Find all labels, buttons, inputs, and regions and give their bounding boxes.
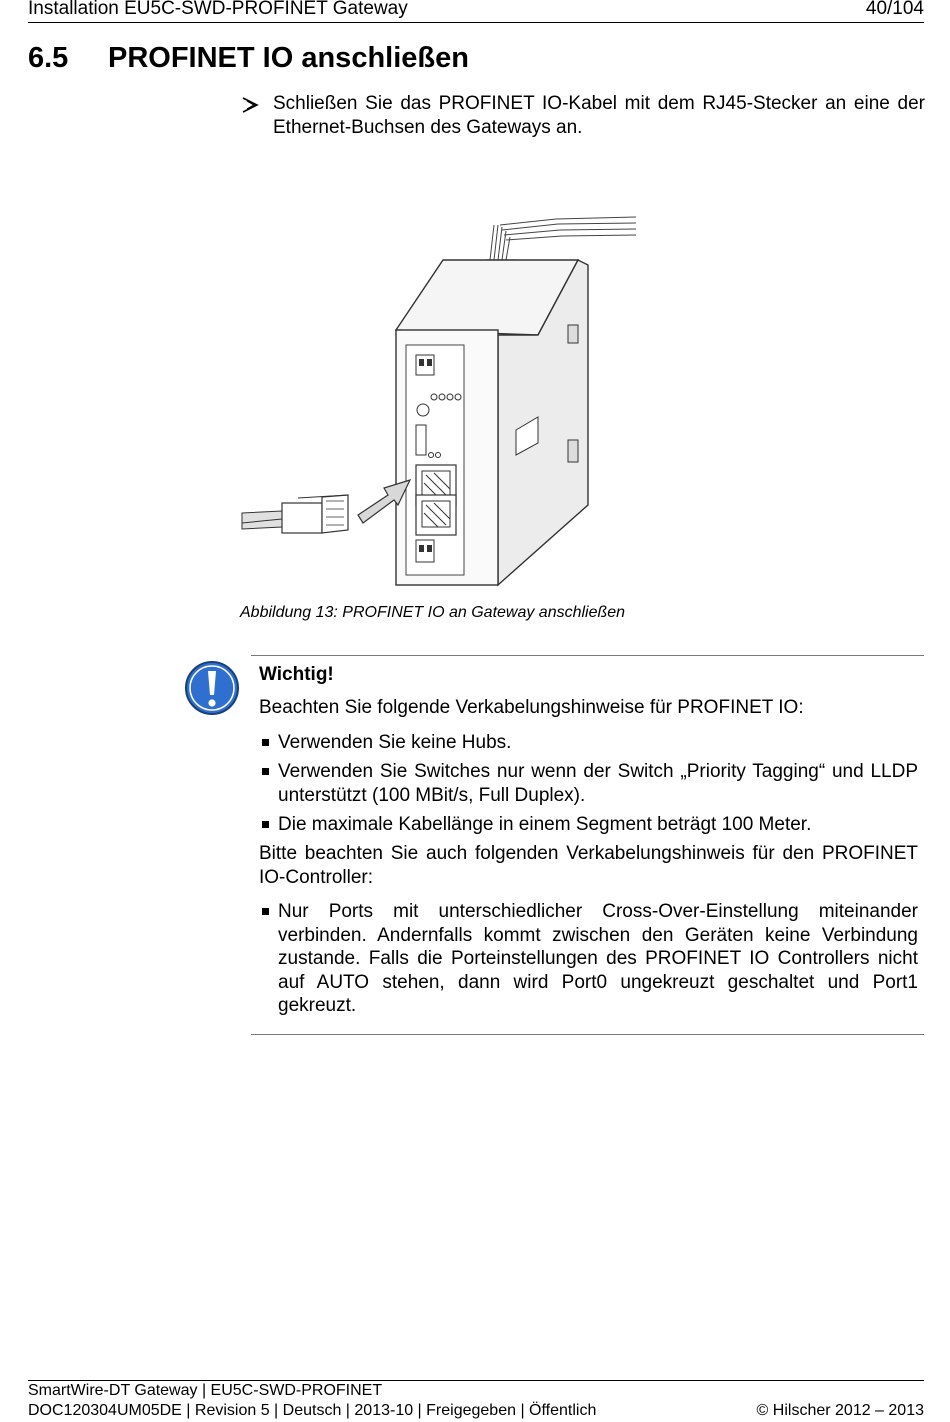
footer-product: SmartWire-DT Gateway | EU5C-SWD-PROFINET — [28, 1382, 383, 1399]
header-title: Installation EU5C-SWD-PROFINET Gateway — [28, 0, 408, 19]
footer-document-info: DOC120304UM05DE | Revision 5 | Deutsch | 2013-10 | Freigegeben | Öffentlich — [28, 1402, 597, 1419]
exclamation-warning-icon — [184, 660, 240, 716]
ribbon-cable-icon — [490, 217, 636, 260]
page-number: 40/104 — [865, 0, 924, 19]
note-bullet: Verwenden Sie keine Hubs. — [278, 732, 512, 753]
bullet-square-icon — [262, 768, 269, 775]
section-number: 6.5 — [28, 42, 69, 74]
footer-divider — [28, 1380, 924, 1381]
section-title: PROFINET IO anschließen — [108, 42, 469, 74]
instruction-text: Schließen Sie das PROFINET IO-Kabel mit dem RJ45-Stecker an eine der Ethernet-Buchsen des Gateways an. — [273, 93, 925, 138]
note-paragraph: Bitte beachten Sie auch folgenden Verkabelungshinweis für den PROFINET IO-Controller: — [259, 843, 918, 888]
note-top-divider — [251, 655, 924, 656]
instruction-arrow-icon — [241, 96, 259, 114]
bullet-square-icon — [262, 739, 269, 746]
footer-copyright: © Hilscher 2012 – 2013 — [756, 1402, 924, 1419]
rj45-plug-icon — [242, 495, 348, 533]
figure-caption: Abbildung 13: PROFINET IO an Gateway anschließen — [240, 604, 626, 621]
gateway-connection-illustration — [238, 205, 638, 590]
note-title: Wichtig! — [259, 664, 334, 685]
bullet-square-icon — [262, 908, 269, 915]
note-bullet: Verwenden Sie Switches nur wenn der Switch „Priority Tagging“ und LLDP unterstützt (100 MBit/s, Full Duplex). — [278, 761, 918, 806]
note-bullet: Nur Ports mit unterschiedlicher Cross-Over-Einstellung miteinander verbinden. Andernfalls kommt zwischen den Geräten keine Verbindung zustande. Falls die Porteinstellungen des PROFINET IO Controllers nicht auf AUTO stehen, dann wird Port0 ungekreuzt geschaltet und Port1 gekreuzt. — [278, 901, 918, 1016]
header-divider — [28, 22, 924, 23]
bullet-square-icon — [262, 821, 269, 828]
note-intro: Beachten Sie folgende Verkabelungshinweise für PROFINET IO: — [259, 697, 804, 718]
note-bullet: Die maximale Kabellänge in einem Segment beträgt 100 Meter. — [278, 814, 812, 835]
note-bottom-divider — [251, 1034, 924, 1035]
